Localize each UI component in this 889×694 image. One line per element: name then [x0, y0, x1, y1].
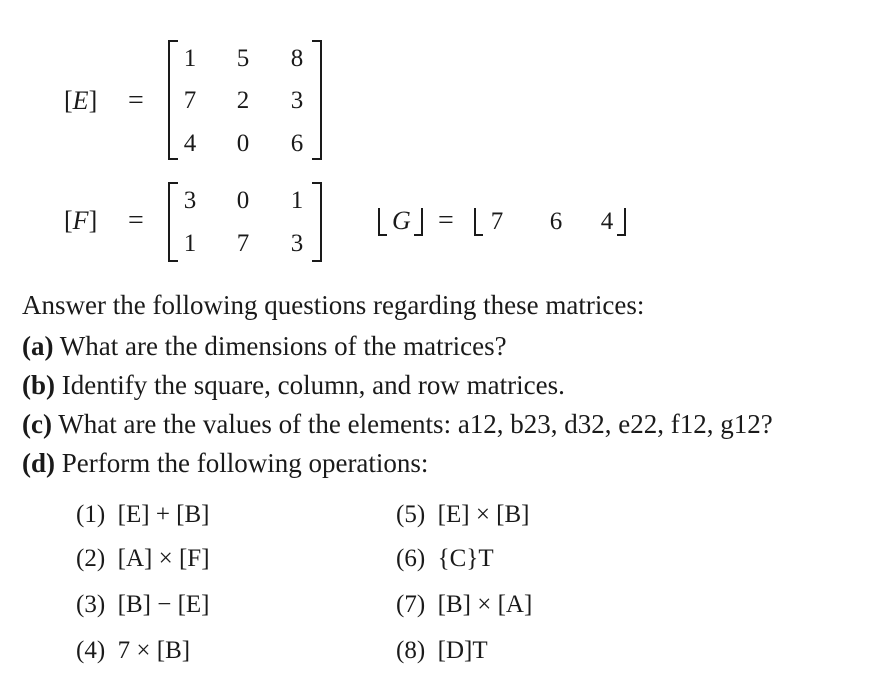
matrix-e-label: [E]: [64, 86, 98, 115]
matrix-g-cell: 7: [490, 208, 504, 235]
operation-expression: [B] × [A]: [437, 591, 533, 618]
operation-expression: [A] × [F]: [117, 545, 210, 572]
question-letter: (c): [22, 409, 52, 439]
matrix-g-label-left-floor: [378, 208, 387, 236]
matrix-g-right-floor: [617, 208, 626, 236]
matrix-e-equals: =: [128, 85, 144, 116]
matrix-f-right-bracket: [312, 182, 322, 262]
question-text: What are the dimensions of the matrices?: [59, 331, 507, 361]
matrix-e-cell: 1: [183, 45, 197, 72]
question-text: Identify the square, column, and row matrices.: [61, 370, 565, 400]
operation-number: (3): [76, 591, 106, 618]
matrix-f-cell: 1: [290, 187, 304, 214]
operation-7: [396, 592, 532, 617]
matrix-e-cell: 6: [290, 130, 304, 157]
matrix-g-label: G: [392, 206, 411, 235]
matrix-f-cell: 3: [183, 187, 197, 214]
matrix-g-equals: =: [438, 205, 454, 236]
matrix-e-right-bracket: [312, 40, 322, 160]
matrix-e-cell: 3: [290, 87, 304, 114]
operation-number: (5): [396, 501, 426, 528]
matrix-e-cell: 8: [290, 45, 304, 72]
operation-1: [76, 502, 210, 527]
matrix-g-label-right-floor: [414, 208, 423, 236]
question-letter: (a): [22, 331, 54, 361]
operation-expression: [B] − [E]: [117, 591, 210, 618]
matrix-e-cell: 7: [183, 87, 197, 114]
question-letter: (b): [22, 370, 55, 400]
operation-2: [76, 546, 210, 571]
question-c: [22, 411, 773, 438]
question-letter: (d): [22, 448, 55, 478]
operation-4: [76, 638, 190, 663]
matrix-e-left-bracket: [168, 40, 178, 160]
operation-expression: {C}T: [437, 545, 494, 572]
question-b: [22, 372, 565, 399]
operation-number: (1): [76, 501, 106, 528]
matrix-e-cell: 4: [183, 130, 197, 157]
matrix-e-cell: 2: [236, 87, 250, 114]
matrix-e-cell: 5: [236, 45, 250, 72]
matrix-f-cell: 1: [183, 230, 197, 257]
matrix-f-label: [F]: [64, 206, 98, 235]
matrix-f-cell: 3: [290, 230, 304, 257]
matrix-f-left-bracket: [168, 182, 178, 262]
question-text: Perform the following operations:: [61, 448, 429, 478]
operation-expression: [D]T: [437, 637, 488, 664]
operation-number: (8): [396, 637, 426, 664]
matrix-f-equals: =: [128, 205, 144, 236]
operation-expression: [E] + [B]: [117, 501, 210, 528]
matrix-g-cell: 6: [549, 208, 563, 235]
operation-5: [396, 502, 530, 527]
matrix-g-left-floor: [474, 208, 483, 236]
operation-number: (7): [396, 591, 426, 618]
operation-3: [76, 592, 210, 617]
matrix-g-cell: 4: [600, 208, 614, 235]
question-text: What are the values of the elements: a12, b23, d32, e22, f12, g12?: [58, 409, 773, 439]
operation-8: [396, 638, 488, 663]
question-d: [22, 450, 428, 477]
operation-number: (6): [396, 545, 426, 572]
question-a: [22, 333, 507, 360]
operation-expression: 7 × [B]: [117, 637, 191, 664]
operation-6: [396, 546, 494, 571]
matrix-f-cell: 7: [236, 230, 250, 257]
operation-expression: [E] × [B]: [437, 501, 530, 528]
matrix-f-cell: 0: [236, 187, 250, 214]
operation-number: (2): [76, 545, 106, 572]
operation-number: (4): [76, 637, 106, 664]
matrix-e-cell: 0: [236, 130, 250, 157]
intro-text: Answer the following questions regarding these matrices:: [22, 290, 645, 320]
